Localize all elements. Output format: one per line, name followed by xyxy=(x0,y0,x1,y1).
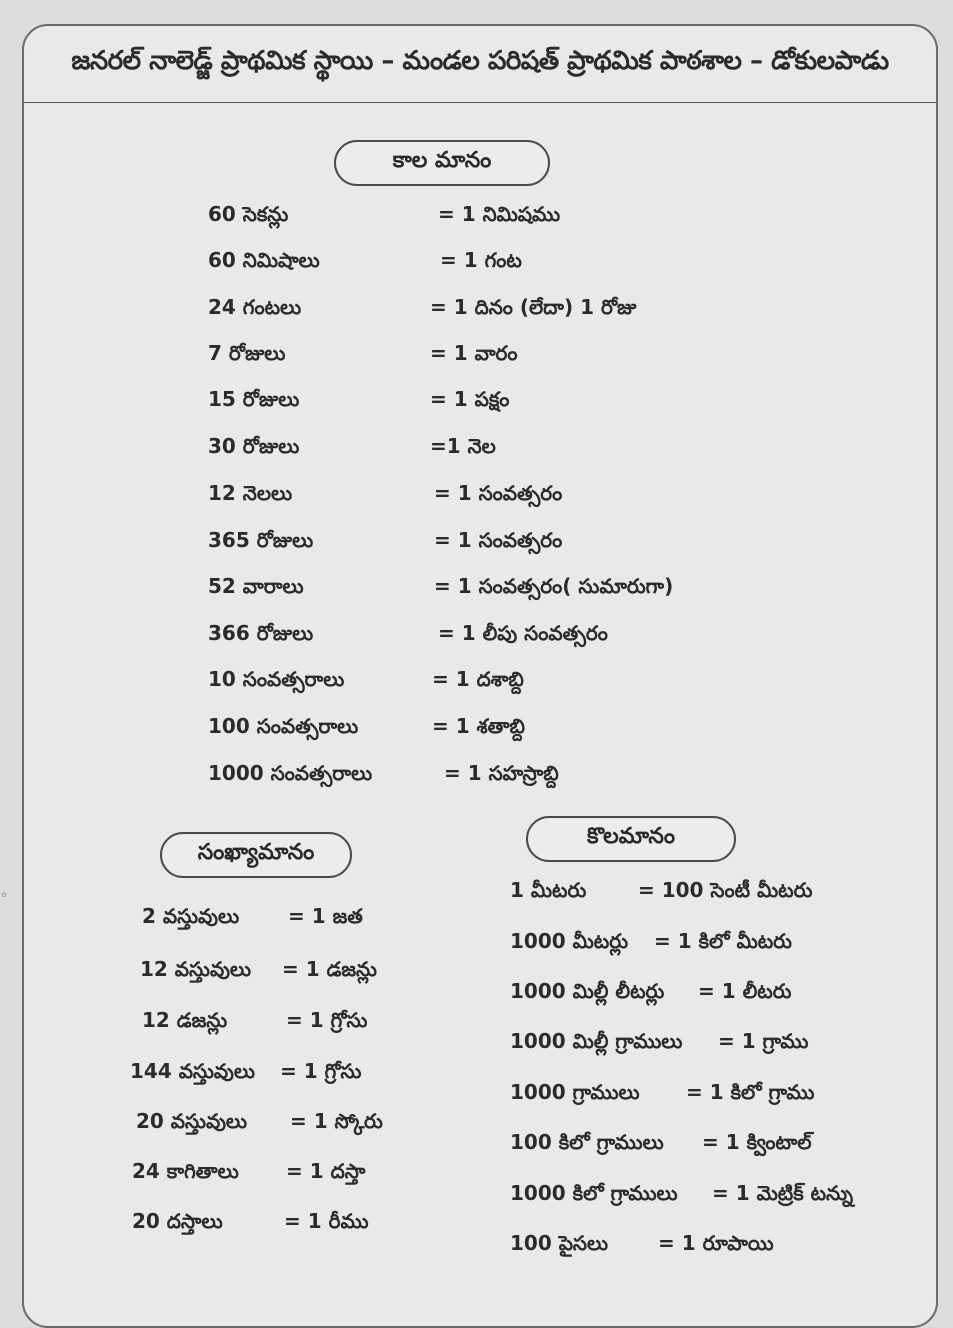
time-row-rhs: = 1 దశాబ్ది xyxy=(432,667,524,691)
count-row-lhs: 12 వస్తువులు xyxy=(140,957,252,981)
time-row-lhs: 24 గంటలు xyxy=(208,295,302,319)
page-title: జనరల్ నాలెడ్జ్ ప్రాథమిక స్థాయి – మండల పరిషత్ ప్రాథమిక పాఠశాల – డోకులపాడు xyxy=(71,46,889,76)
measure-row-lhs: 1000 కిలో గ్రాములు xyxy=(510,1181,678,1205)
measure-row-rhs: = 1 క్వింటాల్ xyxy=(702,1130,812,1154)
measure-row-lhs: 1000 మిల్లీ గ్రాములు xyxy=(510,1029,683,1053)
measure-row-rhs: = 1 కిలో గ్రాము xyxy=(686,1080,815,1104)
time-row-rhs: = 1 దినం (లేదా) 1 రోజు xyxy=(430,295,637,319)
time-row-lhs: 30 రోజులు xyxy=(208,434,300,458)
count-row-lhs: 20 వస్తువులు xyxy=(136,1109,248,1133)
count-row-lhs: 24 కాగితాలు xyxy=(132,1159,239,1183)
count-row-rhs: = 1 స్కోరు xyxy=(290,1109,383,1133)
measure-row-lhs: 100 కిలో గ్రాములు xyxy=(510,1130,664,1154)
count-row-rhs: = 1 దస్తా xyxy=(286,1159,366,1183)
margin-mark: ◦ xyxy=(0,888,9,904)
time-row-rhs: = 1 వారం xyxy=(430,341,518,365)
time-row-lhs: 60 నిమిషాలు xyxy=(208,248,320,272)
time-row-lhs: 100 సంవత్సరాలు xyxy=(208,714,359,738)
count-row-rhs: = 1 జత xyxy=(288,904,363,928)
time-row-rhs: =1 నెల xyxy=(430,434,496,458)
count-row-rhs: = 1 గ్రోసు xyxy=(280,1059,362,1083)
count-row-lhs: 12 డజన్లు xyxy=(142,1008,228,1032)
count-row-rhs: = 1 డజన్లు xyxy=(282,957,377,981)
time-row-rhs: = 1 శతాబ్ది xyxy=(432,714,525,738)
time-row-rhs: = 1 లీపు సంవత్సరం xyxy=(438,621,608,645)
time-row-rhs: = 1 గంట xyxy=(440,248,522,272)
count-row-rhs: = 1 రీము xyxy=(284,1209,369,1233)
time-row-lhs: 12 నెలలు xyxy=(208,481,293,505)
document-sheet xyxy=(22,24,938,1328)
time-row-rhs: = 1 సహస్రాబ్ది xyxy=(444,761,559,785)
time-row-lhs: 1000 సంవత్సరాలు xyxy=(208,761,373,785)
measure-row-lhs: 1 మీటరు xyxy=(510,878,587,902)
measure-row-lhs: 1000 మిల్లీ లీటర్లు xyxy=(510,979,665,1003)
time-row-rhs: = 1 సంవత్సరం xyxy=(434,481,563,505)
time-row-rhs: = 1 నిమిషము xyxy=(438,202,561,226)
time-row-rhs: = 1 సంవత్సరం( సుమారుగా) xyxy=(434,574,674,598)
time-row-lhs: 365 రోజులు xyxy=(208,528,314,552)
time-row-lhs: 60 సెకన్లు xyxy=(208,202,289,226)
measure-row-rhs: = 1 మెట్రిక్ టన్ను xyxy=(712,1181,854,1205)
time-row-lhs: 10 సంవత్సరాలు xyxy=(208,667,345,691)
time-row-lhs: 7 రోజులు xyxy=(208,341,286,365)
time-row-lhs: 15 రోజులు xyxy=(208,387,300,411)
count-row-lhs: 2 వస్తువులు xyxy=(142,904,240,928)
measure-row-lhs: 1000 మీటర్లు xyxy=(510,929,629,953)
measure-row-rhs: = 1 లీటరు xyxy=(698,979,792,1003)
count-row-lhs: 144 వస్తువులు xyxy=(130,1059,255,1083)
measure-row-rhs: = 100 సెంటీ మీటరు xyxy=(638,878,813,902)
time-row-lhs: 52 వారాలు xyxy=(208,574,304,598)
measure-section-title: కొలమానం xyxy=(526,816,736,862)
measure-row-lhs: 100 పైసలు xyxy=(510,1231,609,1255)
time-row-lhs: 366 రోజులు xyxy=(208,621,314,645)
time-row-rhs: = 1 సంవత్సరం xyxy=(434,528,563,552)
measure-row-rhs: = 1 గ్రాము xyxy=(718,1029,809,1053)
count-section-title: సంఖ్యామానం xyxy=(160,832,352,878)
measure-row-lhs: 1000 గ్రాములు xyxy=(510,1080,640,1104)
time-section-title: కాల మానం xyxy=(334,140,550,186)
header xyxy=(24,26,936,103)
time-row-rhs: = 1 పక్షం xyxy=(430,387,510,411)
count-row-rhs: = 1 గ్రోసు xyxy=(286,1008,368,1032)
measure-row-rhs: = 1 రూపాయి xyxy=(658,1231,774,1255)
count-row-lhs: 20 దస్తాలు xyxy=(132,1209,223,1233)
measure-row-rhs: = 1 కిలో మీటరు xyxy=(654,929,792,953)
